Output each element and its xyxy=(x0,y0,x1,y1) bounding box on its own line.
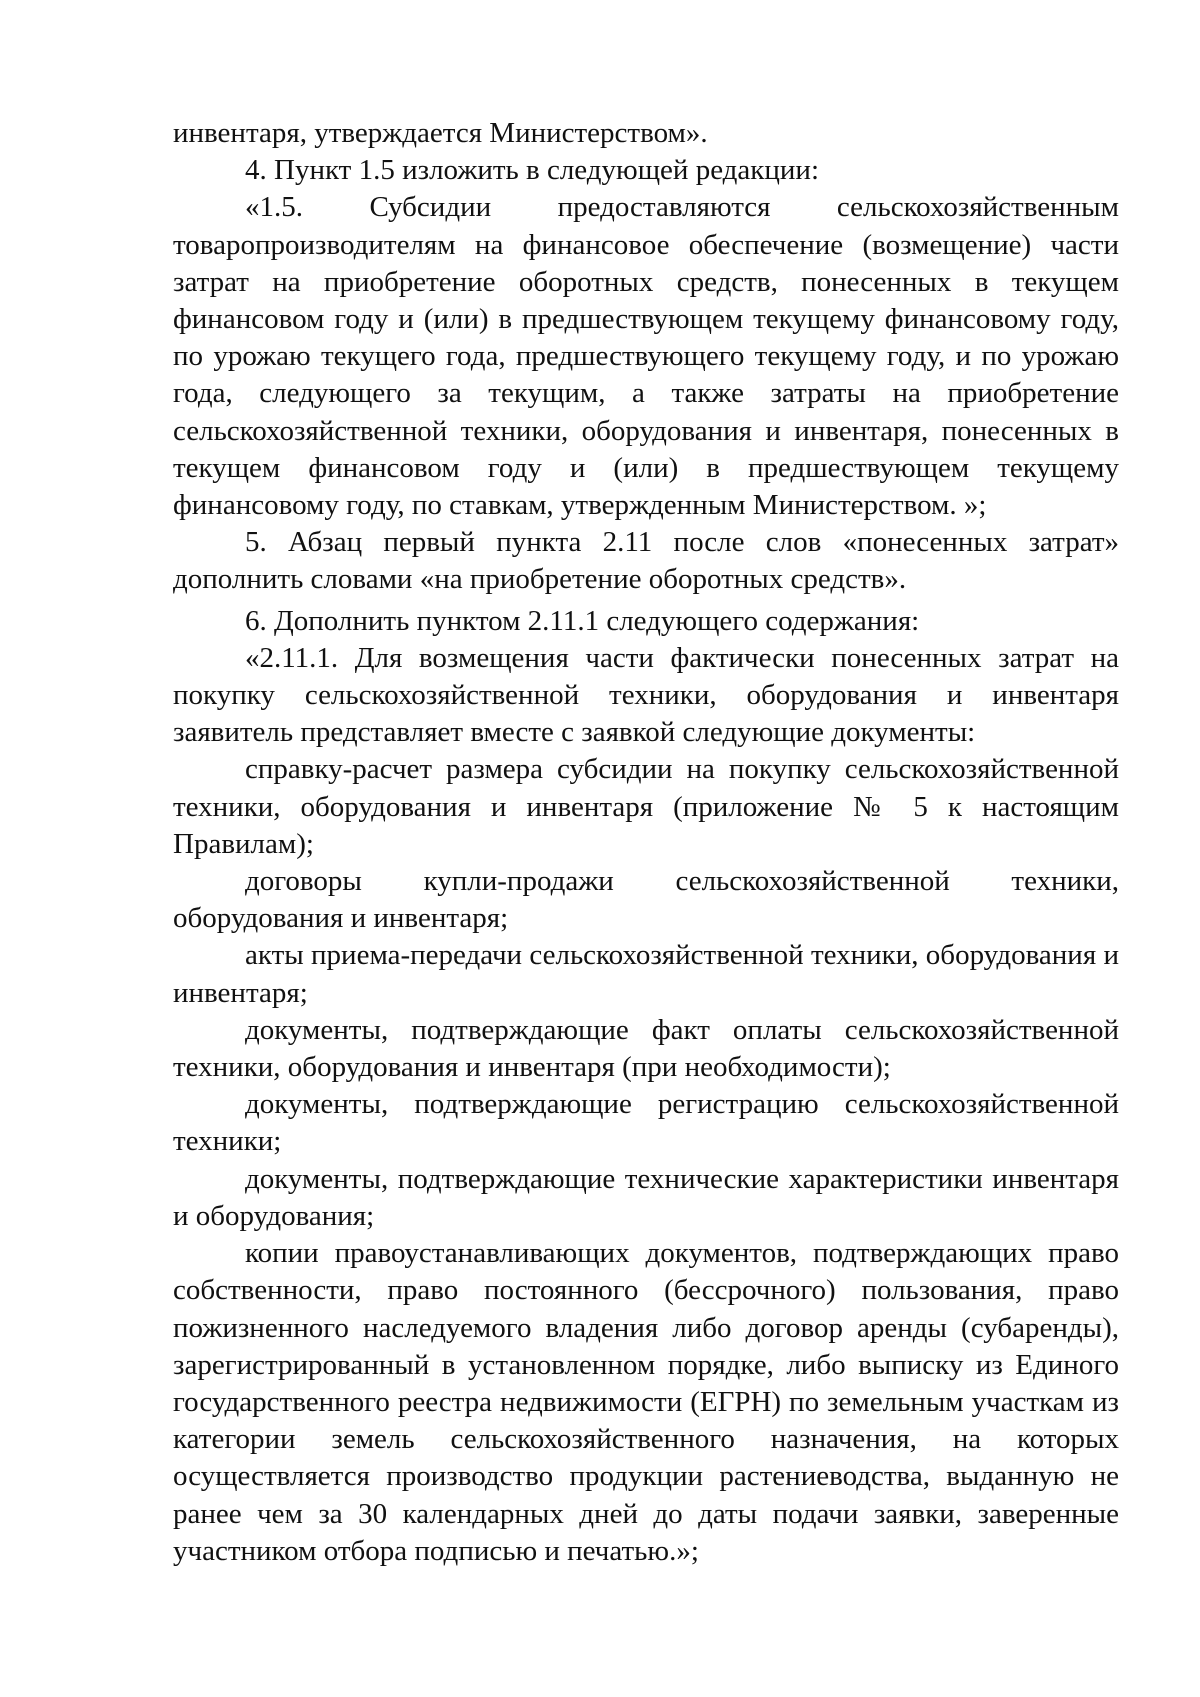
list-item-subsidy-calculation: справку-расчет размера субсидии на покупку сельскохозяйственной техники, оборудования и инвентаря (приложение № 5 к настоящим Правилам); xyxy=(173,753,1119,860)
paragraph-clause-1-5: «1.5. Субсидии предоставляются сельскохозяйственным товаропроизводителям на финансовое обеспечение (возмещение) части затрат на приобретение оборотных средств, понесенных в текущем финансовом году и (или) в предшествующем текущему финансовому году, по урожаю текущего года, предшествующего текущему году, и по урожаю года, следующего за текущим, а также затраты на приобретение сельскохозяйственной техники, оборудования и инвентаря, понесенных в текущем финансовом году и (или) в предшествующем текущему финансовому году, по ставкам, утвержденным Министерством. »; xyxy=(173,191,1119,522)
list-item-payment-documents: документы, подтверждающие факт оплаты сельскохозяйственной техники, оборудования и инвентаря (при необходимости); xyxy=(173,1013,1119,1084)
list-item-technical-characteristics: документы, подтверждающие технические характеристики инвентаря и оборудования; xyxy=(173,1162,1119,1232)
list-item-title-documents: копии правоустанавливающих документов, подтверждающих право собственности, право постоянного (бессрочного) пользования, право пожизненного наследуемого владения либо договор аренды (субаренды), зарегистрированный в установленном порядке, либо выписку из Единого государственного реестра недвижимости (ЕГРН) по земельным участкам из категории земель сельскохозяйственного назначения, на которых осуществляется производство продукции растениеводства, выданную не ранее чем за 30 календарных дней до даты подачи заявки, заверенные участником отбора подписью и печатью.»; xyxy=(173,1237,1119,1567)
paragraph-item-6: 6. Дополнить пунктом 2.11.1 следующего содержания: xyxy=(245,604,920,637)
paragraph-clause-2-11-1: «2.11.1. Для возмещения части фактически понесенных затрат на покупку сельскохозяйственной техники, оборудования и инвентаря заявитель представляет вместе с заявкой следующие документы: xyxy=(173,641,1119,749)
paragraph-continuation: инвентаря, утверждается Министерством». xyxy=(173,117,708,149)
document-body xyxy=(173,115,1119,1570)
paragraph-item-5: 5. Абзац первый пункта 2.11 после слов «понесенных затрат» дополнить словами «на приобретение оборотных средств». xyxy=(173,526,1119,596)
paragraph-item-4: 4. Пункт 1.5 изложить в следующей редакции: xyxy=(245,154,820,187)
list-item-sale-contracts: договоры купли-продажи сельскохозяйственной техники, оборудования и инвентаря; xyxy=(173,865,1119,935)
list-item-registration-documents: документы, подтверждающие регистрацию сельскохозяйственной техники; xyxy=(173,1088,1119,1158)
list-item-transfer-acts: акты приема-передачи сельскохозяйственной техники, оборудования и инвентаря; xyxy=(173,939,1119,1009)
